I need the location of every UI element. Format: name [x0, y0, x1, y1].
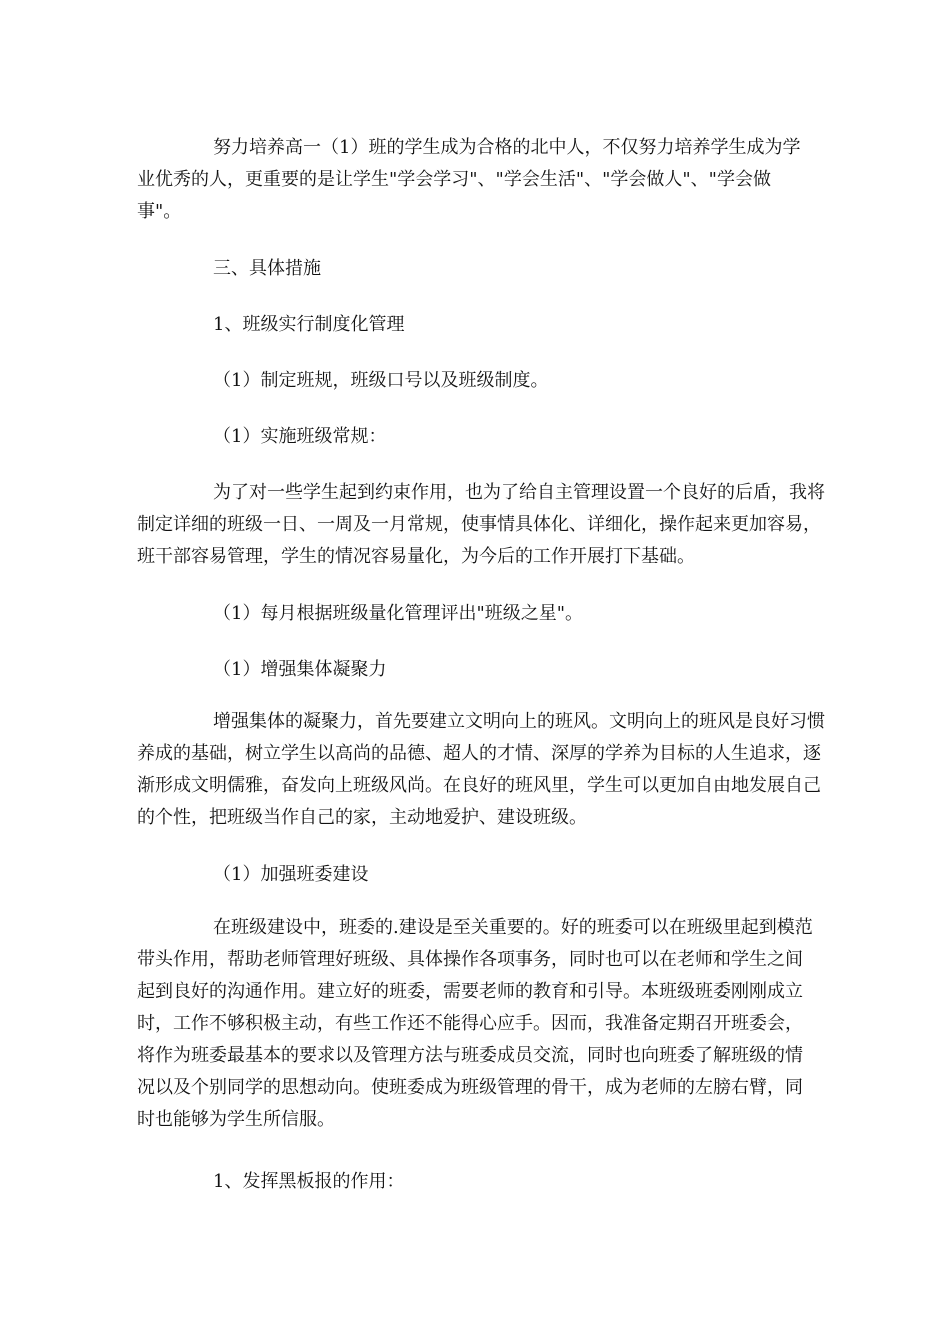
item-class-rules: （1）制定班规，班级口号以及班级制度。: [213, 370, 549, 391]
paragraph-training-goal: 努力培养高一（1）班的学生成为合格的北中人，不仅努力培养学生成为学业优秀的人，更重要的是让学生"学会学习"、"学会生活"、"学会做人"、"学会做事"。: [137, 137, 801, 222]
item-class-committee: （1）加强班委建设: [213, 864, 369, 885]
paragraph-routine-detail: 为了对一些学生起到约束作用，也为了给自主管理设置一个良好的后盾，我将制定详细的班级一日、一周及一月常规，使事情具体化、详细化，操作起来更加容易，班干部容易管理，学生的情况容易量化，为今后的工作开展打下基础。: [137, 482, 825, 567]
subheading-institutional-management: 1、班级实行制度化管理: [213, 314, 405, 335]
subheading-blackboard: 1、发挥黑板报的作用：: [213, 1171, 405, 1192]
item-class-star: （1）每月根据班级量化管理评出"班级之星"。: [213, 603, 584, 624]
section-heading-measures: 三、具体措施: [213, 258, 321, 279]
item-cohesion: （1）增强集体凝聚力: [213, 659, 387, 680]
item-class-routine: （1）实施班级常规：: [213, 426, 387, 447]
paragraph-committee-detail: 在班级建设中，班委的.建设是至关重要的。好的班委可以在班级里起到模范带头作用，帮助老师管理好班级、具体操作各项事务，同时也可以在老师和学生之间起到良好的沟通作用。建立好的班委，需要老师的教育和引导。本班级班委刚刚成立时，工作不够积极主动，有些工作还不能得心应手。因而，我准备定期召开班委会，将作为班委最基本的要求以及管理方法与班委成员交流，同时也向班委了解班级的情况以及个别同学的思想动向。使班委成为班级管理的骨干，成为老师的左膀右臂，同时也能够为学生所信服。: [137, 917, 813, 1130]
paragraph-cohesion-detail: 增强集体的凝聚力，首先要建立文明向上的班风。文明向上的班风是良好习惯养成的基础，树立学生以高尚的品德、超人的才情、深厚的学养为目标的人生追求，逐渐形成文明儒雅，奋发向上班级风尚。在良好的班风里，学生可以更加自由地发展自己的个性，把班级当作自己的家，主动地爱护、建设班级。: [137, 711, 825, 828]
